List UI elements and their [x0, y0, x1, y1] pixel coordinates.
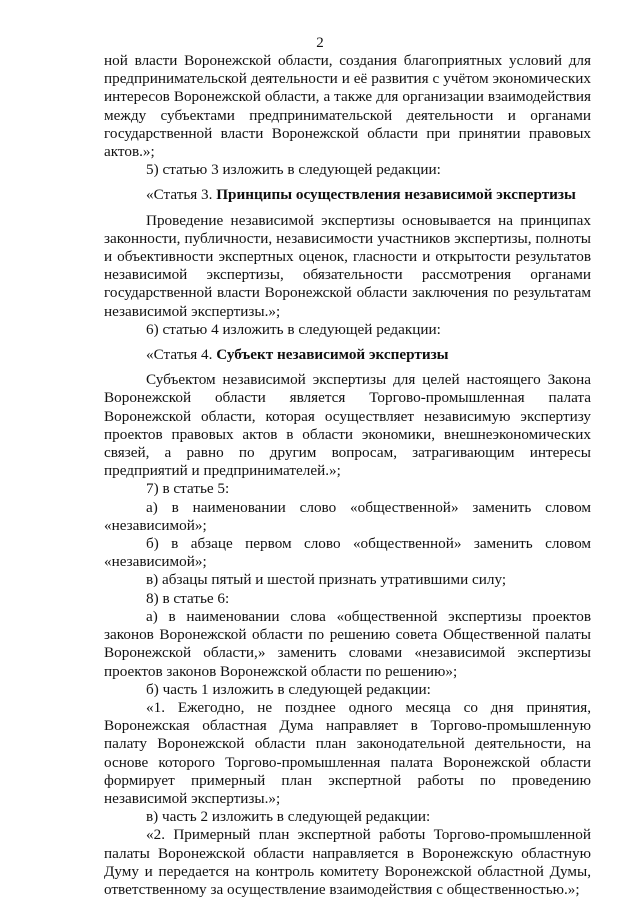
subitem-8a: а) в наименовании слова «общественной экспертизы проектов законов Воронежской области по решению совета Общественной палаты Воронежской области,» заменить словами «независимой экспертизы проектов законов Воронежской области по решению»; — [104, 607, 591, 680]
page-number: 2 — [316, 35, 324, 51]
paragraph-continuation: ной власти Воронежской области, создания благоприятных условий для предпринимательской деятельности и её развития с учётом экономических интересов Воронежской области, а также для организации взаимодействия между субъектами предпринимательской деятельности и органами государственной власти Воронежской области при принятии правовых актов.»; — [104, 52, 591, 161]
paragraph-item-8: 8) в статье 6: — [146, 589, 230, 607]
document-body — [104, 52, 591, 899]
article-4-heading — [104, 346, 591, 364]
paragraph-item-5: 5) статью 3 изложить в следующей редакции: — [146, 161, 441, 179]
article-3-text: Проведение независимой экспертизы основывается на принципах законности, публичности, независимости участников экспертизы, полноты и объективности экспертных оценок, гласности и открытости результатов независимой экспертизы, обязательности рассмотрения органами государственной власти Воронежской области заключения по результатам независимой экспертизы.»; — [104, 211, 591, 320]
paragraph-item-6: 6) статью 4 изложить в следующей редакции: — [146, 320, 441, 338]
article-4-title: Субъект независимой экспертизы — [216, 346, 449, 364]
paragraph-item-7: 7) в статье 5: — [146, 480, 230, 498]
subitem-8b: б) часть 1 изложить в следующей редакции: — [146, 680, 431, 698]
article-3-heading — [104, 186, 591, 204]
part-1-text: «1. Ежегодно, не позднее одного месяца со дня принятия, Воронежская областная Дума направляет в Торгово-промышленную палату Воронежской области план законодательной деятельности, на основе которого Торгово-промышленная палата Воронежской области формирует примерный план экспертной работы по проведению независимой экспертизы.»; — [104, 698, 591, 807]
subitem-8c: в) часть 2 изложить в следующей редакции: — [146, 808, 431, 826]
article-4-text: Субъектом независимой экспертизы для целей настоящего Закона Воронежской области является Торгово-промышленная палата Воронежской области, которая осуществляет независимую экспертизу проектов правовых актов в области экономики, внешнеэкономических связей, а равно по другим вопросам, затрагивающим интересы предприятий и предпринимателей.»; — [104, 371, 591, 480]
article-3-prefix: «Статья 3. — [146, 186, 217, 204]
article-3-title: Принципы осуществления независимой экспертизы — [216, 186, 576, 204]
subitem-7b: б) в абзаце первом слово «общественной» заменить словом «независимой»; — [104, 535, 591, 571]
subitem-7a: а) в наименовании слово «общественной» заменить словом «независимой»; — [104, 498, 591, 534]
subitem-7c: в) абзацы пятый и шестой признать утратившими силу; — [146, 571, 507, 589]
article-4-prefix: «Статья 4. — [146, 346, 217, 364]
part-2-text: «2. Примерный план экспертной работы Торгово-промышленной палаты Воронежской области направляется в Воронежскую областную Думу и передается на контроль комитету Воронежской областной Думы, ответственному за осуществление взаимодействия с общественностью.»; — [104, 826, 591, 898]
